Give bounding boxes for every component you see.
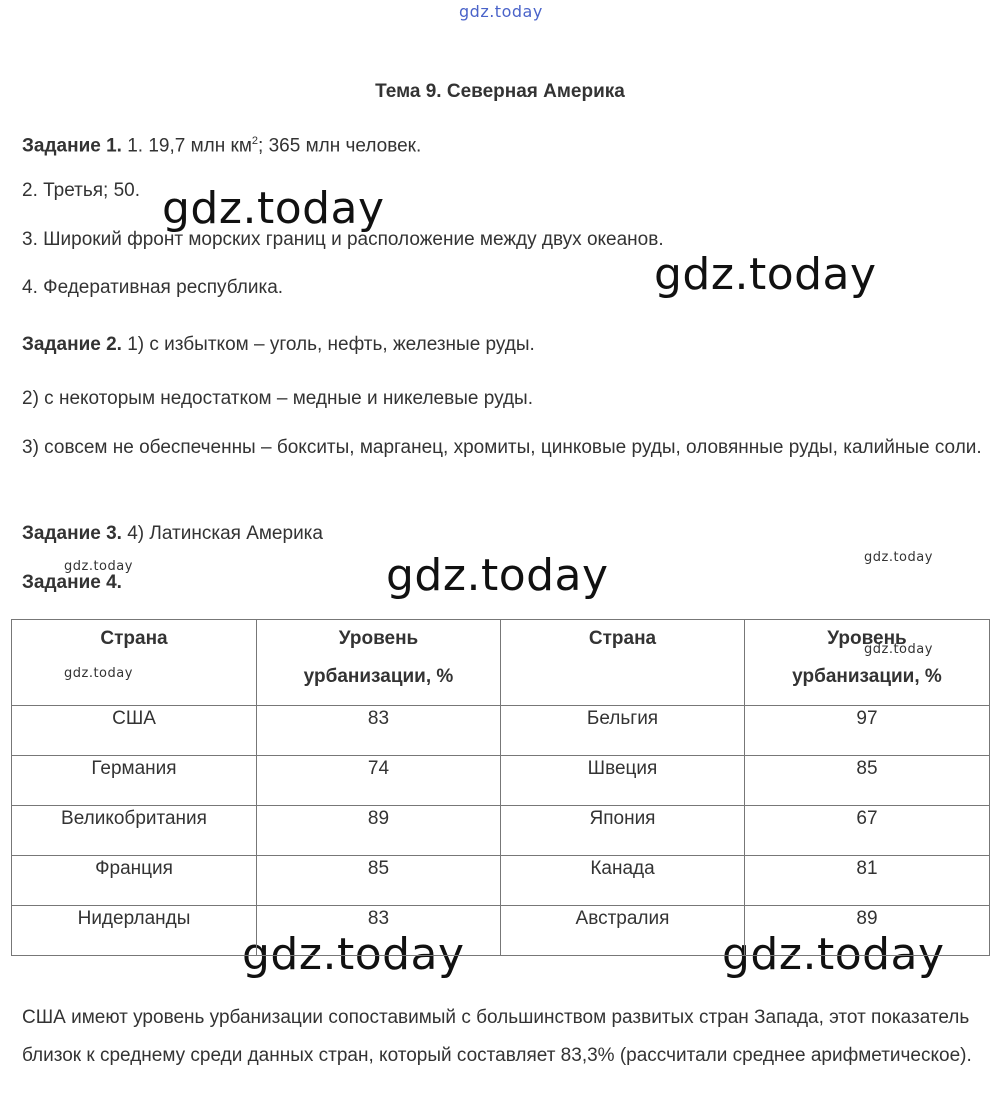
task1-line2: 2. Третья; 50.: [22, 180, 141, 201]
watermark: gdz.today: [654, 249, 877, 300]
watermark: gdz.today: [242, 929, 465, 980]
table-cell-value: 89: [745, 906, 990, 956]
table-cell-country: Франция: [12, 856, 257, 906]
urbanization-table: [11, 619, 990, 956]
watermark: gdz.today: [386, 550, 609, 601]
table-cell-country: Швеция: [501, 756, 745, 806]
header-country: Страна: [501, 620, 745, 706]
table-row: [12, 756, 990, 806]
task4-line: [22, 571, 122, 595]
table-row: [12, 706, 990, 756]
task3-text: 4) Латинская Америка: [127, 523, 323, 544]
table-row: [12, 906, 990, 956]
table-row: [12, 856, 990, 906]
watermark: gdz.today: [864, 642, 933, 657]
table-cell-value: 97: [745, 706, 990, 756]
header-level: Уровень урбанизации, %: [257, 620, 501, 706]
table-cell-country: Канада: [501, 856, 745, 906]
task1-line4: 4. Федеративная республика.: [22, 277, 284, 298]
table-cell-value: 85: [745, 756, 990, 806]
task2-line3: 3) совсем не обеспеченны – бокситы, марганец, хромиты, цинковые руды, оловянные руды, калийные соли.: [22, 437, 982, 458]
task2-label: Задание 2.: [22, 334, 122, 355]
task3-line: [22, 522, 323, 546]
table-cell-value: 89: [257, 806, 501, 856]
task1-label: Задание 1.: [22, 135, 122, 157]
task1-line1: [22, 129, 421, 158]
task1-line1-rest: ; 365 млн человек.: [258, 135, 422, 157]
table-header-row: [12, 620, 990, 706]
watermark: gdz.today: [64, 666, 133, 681]
superscript: 2: [251, 135, 259, 147]
table-cell-value: 67: [745, 806, 990, 856]
table-cell-country: Австралия: [501, 906, 745, 956]
task2-line2: 2) с некоторым недостатком – медные и никелевые руды.: [22, 388, 533, 409]
table-cell-country: Япония: [501, 806, 745, 856]
table-cell-country: США: [12, 706, 257, 756]
task2-line1-text: 1) с избытком – уголь, нефть, железные руды.: [127, 334, 535, 355]
watermark: gdz.today: [64, 559, 133, 574]
table-cell-country: Германия: [12, 756, 257, 806]
conclusion-text: США имеют уровень урбанизации сопоставимый с большинством развитых стран Запада, этот показатель близок к среднему среди данных стран, который составляет 83,3% (рассчитали среднее арифметическое).: [22, 1007, 972, 1066]
header-country: Страна: [12, 620, 257, 706]
header-level: Уровень урбанизации, %: [745, 620, 990, 706]
table-cell-value: 83: [257, 706, 501, 756]
task1-line1-text: 1. 19,7 млн км: [127, 135, 252, 157]
watermark-top: gdz.today: [459, 2, 543, 21]
task3-label: Задание 3.: [22, 523, 122, 544]
watermark: gdz.today: [162, 183, 385, 234]
table-cell-country: Великобритания: [12, 806, 257, 856]
table-cell-value: 74: [257, 756, 501, 806]
watermark: gdz.today: [722, 929, 945, 980]
table-cell-country: Бельгия: [501, 706, 745, 756]
task2-line1: [22, 333, 535, 357]
table-cell-country: Нидерланды: [12, 906, 257, 956]
task4-label: Задание 4.: [22, 572, 122, 593]
watermark: gdz.today: [864, 550, 933, 565]
task1-line3: 3. Широкий фронт морских границ и расположение между двух океанов.: [22, 229, 664, 250]
table-cell-value: 81: [745, 856, 990, 906]
table-cell-value: 85: [257, 856, 501, 906]
table-cell-value: 83: [257, 906, 501, 956]
page-title: Тема 9. Северная Америка: [375, 81, 625, 102]
table-row: [12, 806, 990, 856]
